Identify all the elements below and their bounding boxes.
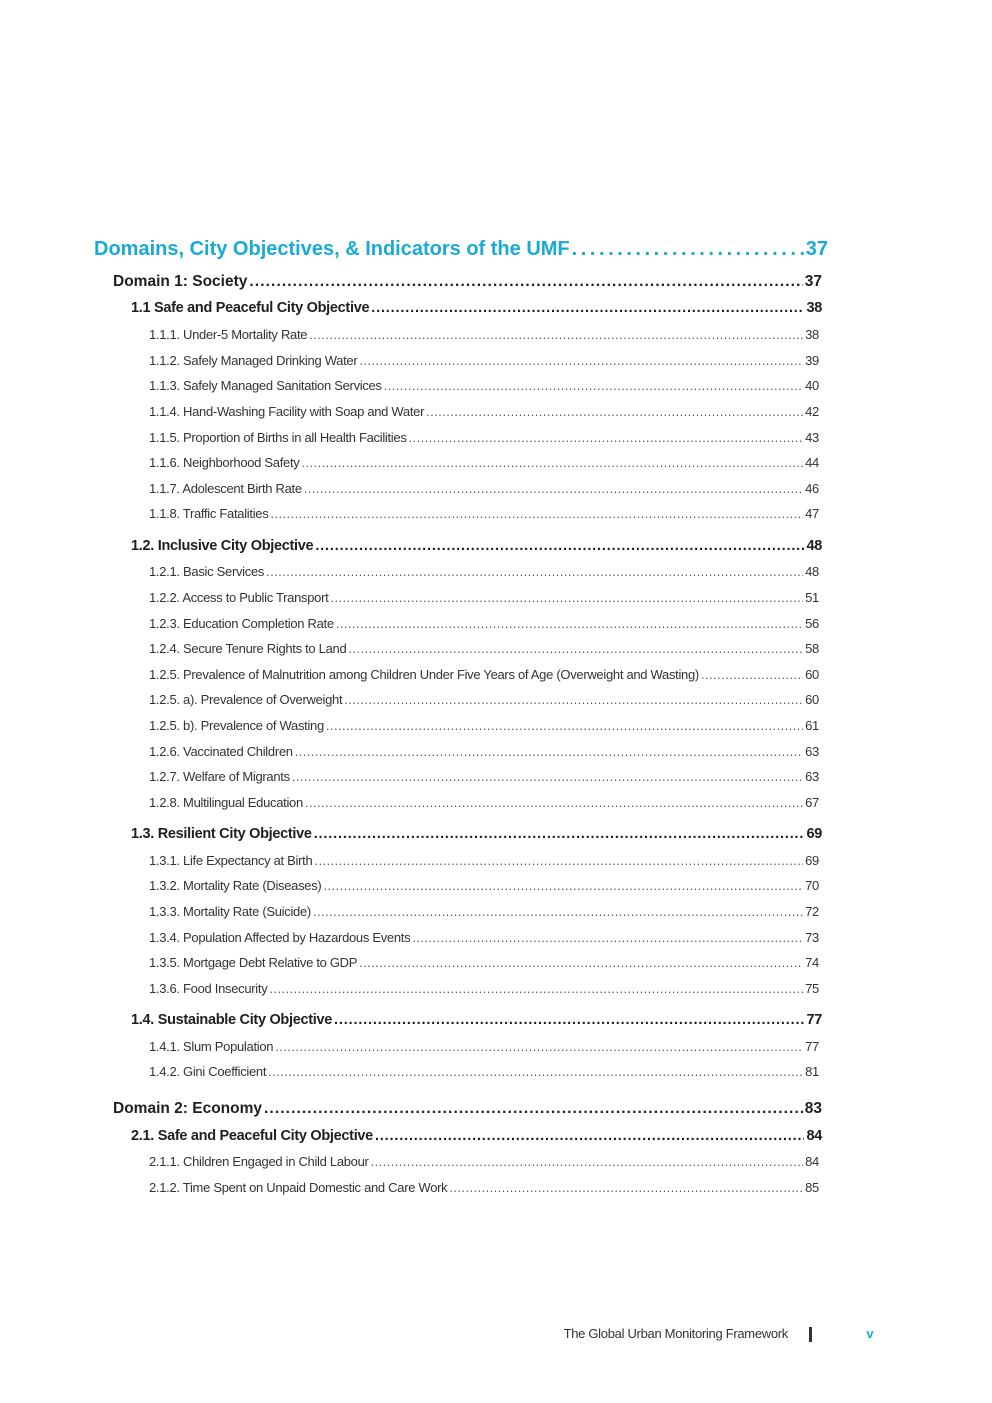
toc-dot-leader: [701, 667, 803, 682]
toc-domain-entry[interactable]: [113, 273, 822, 291]
toc-entry-page-number: 37: [804, 273, 822, 290]
toc-dot-leader: [572, 238, 804, 261]
toc-dot-leader: [426, 404, 803, 419]
toc-entry-page-number: 74: [805, 955, 819, 970]
toc-entry-label: 1.2. Inclusive City Objective: [131, 538, 314, 554]
toc-entry-page-number: 81: [805, 1064, 819, 1079]
toc-entry-page-number: 70: [805, 878, 819, 893]
toc-dot-leader: [314, 826, 805, 842]
toc-objective-entry[interactable]: [131, 826, 822, 842]
toc-entry-page-number: 43: [805, 430, 819, 445]
toc-dot-leader: [409, 430, 804, 445]
toc-entry-page-number: 60: [805, 692, 819, 707]
toc-dot-leader: [249, 273, 802, 291]
toc-dot-leader: [315, 538, 804, 554]
toc-entry-label: 1.1.1. Under-5 Mortality Rate: [149, 327, 308, 342]
toc-entry-page-number: 60: [805, 667, 819, 682]
toc-objective-entry[interactable]: [131, 1012, 822, 1028]
toc-entry-label: 1.1.6. Neighborhood Safety: [149, 455, 300, 470]
toc-entry-label: 1.1.3. Safely Managed Sanitation Services: [149, 378, 382, 393]
toc-entry-page-number: 37: [805, 238, 828, 260]
toc-indicator-entry[interactable]: [149, 378, 819, 393]
toc-entry-page-number: 83: [804, 1100, 822, 1117]
toc-entry-label: 1.3.2. Mortality Rate (Diseases): [149, 878, 322, 893]
toc-dot-leader: [275, 1039, 803, 1054]
toc-entry-page-number: 44: [805, 455, 819, 470]
toc-entry-label: 1.2.4. Secure Tenure Rights to Land: [149, 641, 347, 656]
toc-dot-leader: [301, 455, 803, 470]
toc-entry-label: 1.1.2. Safely Managed Drinking Water: [149, 353, 358, 368]
toc-objective-entry[interactable]: [131, 538, 822, 554]
toc-dot-leader: [371, 300, 804, 316]
toc-entry-label: 1.3.6. Food Insecurity: [149, 981, 268, 996]
toc-dot-leader: [344, 692, 803, 707]
footer-document-title: The Global Urban Monitoring Framework: [563, 1326, 788, 1341]
toc-dot-leader: [266, 564, 803, 579]
toc-entry-page-number: 38: [805, 327, 819, 342]
toc-entry-label: Domain 1: Society: [113, 273, 248, 290]
toc-entry-page-number: 84: [805, 1154, 819, 1169]
footer-divider: [809, 1327, 812, 1342]
toc-indicator-entry[interactable]: [149, 481, 819, 496]
toc-dot-leader: [304, 481, 803, 496]
toc-dot-leader: [313, 904, 803, 919]
toc-entry-label: 2.1. Safe and Peaceful City Objective: [131, 1128, 373, 1144]
toc-indicator-entry[interactable]: [149, 878, 819, 893]
toc-entry-page-number: 56: [805, 616, 819, 631]
toc-indicator-entry[interactable]: [149, 769, 819, 784]
toc-dot-leader: [336, 616, 803, 631]
toc-dot-leader: [326, 718, 803, 733]
toc-entry-page-number: 40: [805, 378, 819, 393]
toc-dot-leader: [330, 590, 803, 605]
toc-indicator-entry[interactable]: [149, 1180, 819, 1195]
toc-indicator-entry[interactable]: [149, 930, 819, 945]
toc-indicator-entry[interactable]: [149, 1154, 819, 1169]
toc-dot-leader: [264, 1100, 803, 1118]
toc-entry-label: 1.1.5. Proportion of Births in all Health Facilities: [149, 430, 407, 445]
toc-entry-page-number: 69: [806, 826, 822, 842]
toc-dot-leader: [269, 981, 803, 996]
toc-dot-leader: [348, 641, 803, 656]
toc-entry-page-number: 67: [805, 795, 819, 810]
toc-indicator-entry[interactable]: [149, 955, 819, 970]
toc-dot-leader: [292, 769, 803, 784]
toc-indicator-entry[interactable]: [149, 795, 819, 810]
toc-entry-page-number: 77: [805, 1039, 819, 1054]
toc-entry-page-number: 48: [806, 538, 822, 554]
toc-entry-label: 1.3.1. Life Expectancy at Birth: [149, 853, 313, 868]
toc-entry-label: 1.2.8. Multilingual Education: [149, 795, 303, 810]
toc-entry-label: 1.2.1. Basic Services: [149, 564, 265, 579]
toc-entry-page-number: 69: [805, 853, 819, 868]
toc-indicator-entry[interactable]: [149, 564, 819, 579]
toc-domain-entry[interactable]: [113, 1100, 822, 1118]
toc-indicator-entry[interactable]: [149, 1039, 819, 1054]
toc-dot-leader: [309, 327, 803, 342]
toc-dot-leader: [449, 1180, 803, 1195]
toc-dot-leader: [384, 378, 803, 393]
toc-entry-label: 1.4. Sustainable City Objective: [131, 1012, 333, 1028]
toc-entry-page-number: 47: [805, 506, 819, 521]
toc-entry-page-number: 77: [806, 1012, 822, 1028]
toc-section-heading[interactable]: [94, 238, 828, 261]
toc-indicator-entry[interactable]: [149, 353, 819, 368]
toc-dot-leader: [323, 878, 803, 893]
toc-entry-page-number: 85: [805, 1180, 819, 1195]
toc-entry-label: 1.3.3. Mortality Rate (Suicide): [149, 904, 311, 919]
toc-indicator-entry[interactable]: [149, 718, 819, 733]
toc-entry-label: 2.1.2. Time Spent on Unpaid Domestic and Care Work: [149, 1180, 448, 1195]
toc-dot-leader: [359, 955, 803, 970]
toc-dot-leader: [305, 795, 803, 810]
toc-entry-label: 1.2.5. a). Prevalence of Overweight: [149, 692, 343, 707]
toc-indicator-entry[interactable]: [149, 430, 819, 445]
toc-entry-label: 1.2.7. Welfare of Migrants: [149, 769, 290, 784]
toc-indicator-entry[interactable]: [149, 692, 819, 707]
toc-dot-leader: [412, 930, 803, 945]
toc-indicator-entry[interactable]: [149, 404, 819, 419]
toc-entry-label: Domain 2: Economy: [113, 1100, 262, 1117]
toc-objective-entry[interactable]: [131, 300, 822, 316]
toc-entry-page-number: 73: [805, 930, 819, 945]
toc-dot-leader: [268, 1064, 803, 1079]
toc-entry-label: 1.2.5. b). Prevalence of Wasting: [149, 718, 324, 733]
toc-entry-page-number: 42: [805, 404, 819, 419]
toc-entry-label: 1.1.7. Adolescent Birth Rate: [149, 481, 302, 496]
toc-indicator-entry[interactable]: [149, 506, 819, 521]
toc-entry-page-number: 46: [805, 481, 819, 496]
toc-indicator-entry[interactable]: [149, 904, 819, 919]
toc-dot-leader: [375, 1128, 805, 1144]
toc-entry-label: 1.3.4. Population Affected by Hazardous Events: [149, 930, 411, 945]
toc-entry-label: 1.1.4. Hand-Washing Facility with Soap and Water: [149, 404, 425, 419]
toc-entry-page-number: 84: [806, 1128, 822, 1144]
toc-entry-label: 1.2.6. Vaccinated Children: [149, 744, 293, 759]
toc-indicator-entry[interactable]: [149, 1064, 819, 1079]
toc-entry-label: 1.3. Resilient City Objective: [131, 826, 312, 842]
toc-entry-page-number: 72: [805, 904, 819, 919]
toc-entry-page-number: 48: [805, 564, 819, 579]
toc-dot-leader: [359, 353, 803, 368]
toc-indicator-entry[interactable]: [149, 853, 819, 868]
toc-indicator-entry[interactable]: [149, 616, 819, 631]
toc-objective-entry[interactable]: [131, 1128, 822, 1144]
toc-indicator-entry[interactable]: [149, 590, 819, 605]
toc-dot-leader: [371, 1154, 804, 1169]
toc-indicator-entry[interactable]: [149, 667, 819, 682]
footer-page-number: v: [866, 1326, 874, 1341]
toc-entry-label: 1.3.5. Mortgage Debt Relative to GDP: [149, 955, 358, 970]
toc-entry-label: 2.1.1. Children Engaged in Child Labour: [149, 1154, 369, 1169]
toc-entry-page-number: 75: [805, 981, 819, 996]
toc-indicator-entry[interactable]: [149, 744, 819, 759]
toc-entry-label: 1.2.2. Access to Public Transport: [149, 590, 329, 605]
toc-entry-label: 1.2.3. Education Completion Rate: [149, 616, 334, 631]
toc-indicator-entry[interactable]: [149, 981, 819, 996]
toc-entry-label: Domains, City Objectives, & Indicators of the UMF: [94, 238, 570, 260]
toc-entry-label: 1.1.8. Traffic Fatalities: [149, 506, 269, 521]
toc-dot-leader: [295, 744, 803, 759]
toc-entry-label: 1.4.2. Gini Coefficient: [149, 1064, 267, 1079]
toc-entry-label: 1.2.5. Prevalence of Malnutrition among Children Under Five Years of Age (Overweight and Wasting): [149, 667, 699, 682]
toc-dot-leader: [334, 1012, 804, 1028]
toc-entry-label: 1.1 Safe and Peaceful City Objective: [131, 300, 370, 316]
toc-indicator-entry[interactable]: [149, 327, 819, 342]
toc-entry-page-number: 51: [805, 590, 819, 605]
toc-dot-leader: [314, 853, 803, 868]
toc-entry-page-number: 63: [805, 769, 819, 784]
toc-entry-page-number: 61: [805, 718, 819, 733]
toc-entry-page-number: 58: [805, 641, 819, 656]
toc-entry-label: 1.4.1. Slum Population: [149, 1039, 274, 1054]
toc-dot-leader: [270, 506, 803, 521]
toc-entry-page-number: 63: [805, 744, 819, 759]
toc-indicator-entry[interactable]: [149, 455, 819, 470]
toc-entry-page-number: 39: [805, 353, 819, 368]
toc-indicator-entry[interactable]: [149, 641, 819, 656]
toc-entry-page-number: 38: [806, 300, 822, 316]
